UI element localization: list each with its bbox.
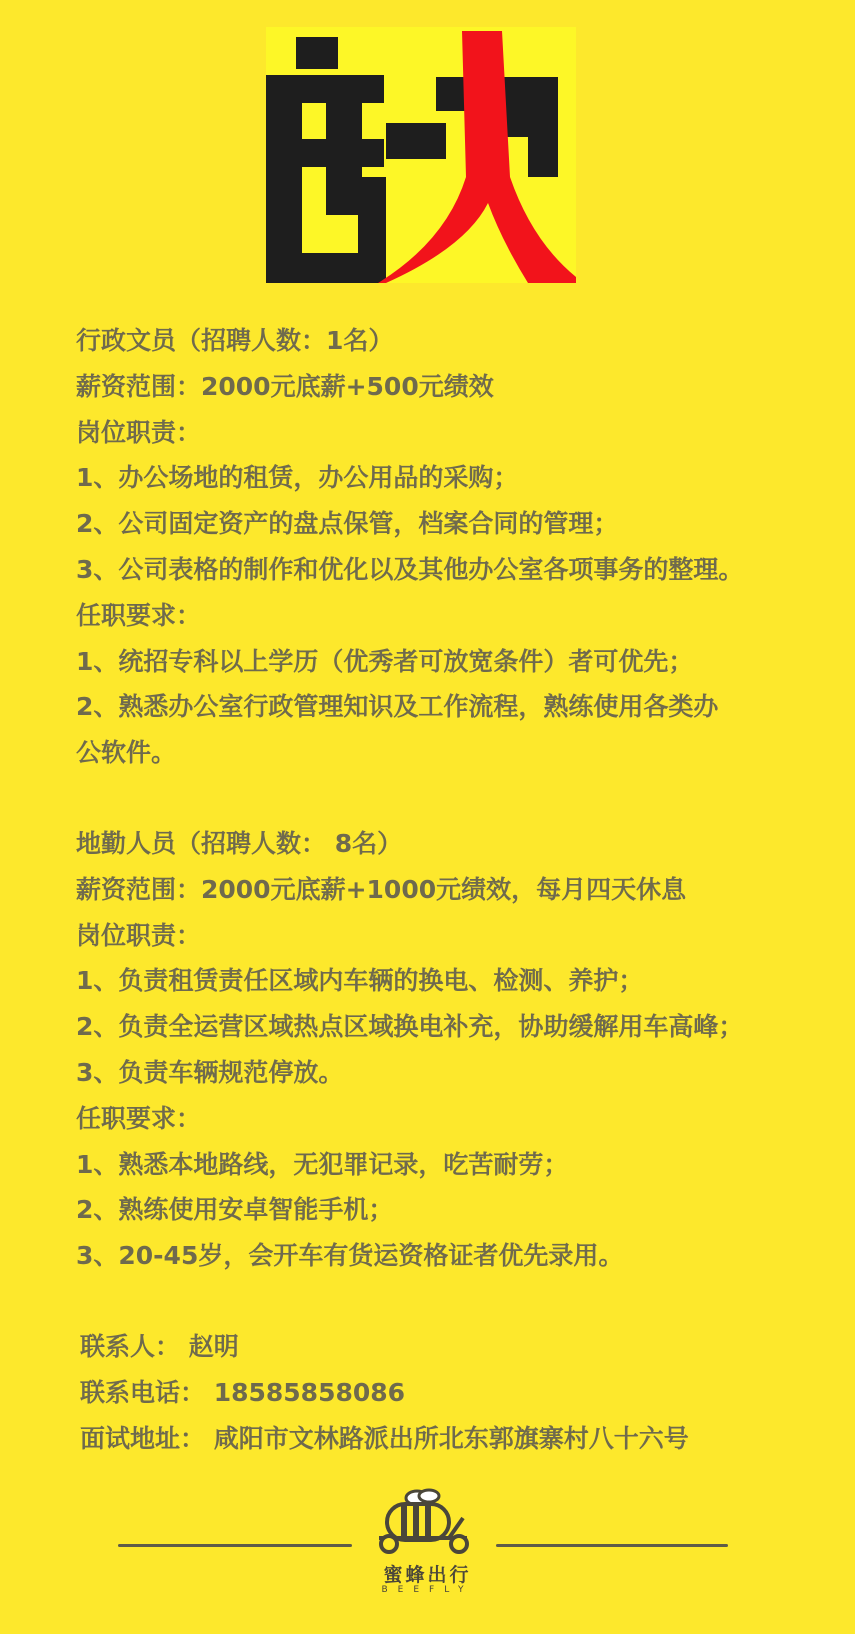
footer-brand — [0, 1480, 855, 1600]
clerk-duty-item: 3、公司表格的制作和优化以及其他办公室各项事务的整理。 — [76, 554, 744, 584]
ground-duties-heading: 岗位职责： — [76, 920, 202, 950]
contact-phone[interactable]: 联系电话： 18585858086 — [80, 1377, 406, 1407]
ground-title: 地勤人员（招聘人数： 8名） — [76, 828, 403, 858]
bee-scooter-icon — [371, 1488, 481, 1558]
section-ground-staff — [76, 821, 836, 1279]
ground-requirement-item: 3、20-45岁，会开车有货运资格证者优先录用。 — [76, 1241, 624, 1271]
clerk-duty-item: 1、办公场地的租赁，办公用品的采购； — [76, 463, 519, 493]
ground-requirement-item: 2、熟练使用安卓智能手机； — [76, 1195, 394, 1225]
contact-person: 联系人： 赵明 — [80, 1331, 239, 1361]
divider-left — [118, 1544, 352, 1547]
clerk-requirement-item: 公软件。 — [76, 738, 177, 768]
ground-duty-item: 2、负责全运营区域热点区域换电补充，协助缓解用车高峰； — [76, 1012, 744, 1042]
clerk-requirement-item: 2、熟悉办公室行政管理知识及工作流程，熟练使用各类办 — [76, 692, 719, 722]
clerk-duties-heading: 岗位职责： — [76, 417, 202, 447]
clerk-title: 行政文员（招聘人数：1名） — [76, 326, 394, 355]
brand-name-cn: 蜜蜂出行 — [383, 1564, 472, 1586]
hero-image — [266, 27, 576, 283]
divider-right — [496, 1544, 728, 1547]
ground-requirements-heading: 任职要求： — [76, 1103, 202, 1133]
ground-duty-item: 1、负责租赁责任区域内车辆的换电、检测、养护； — [76, 966, 644, 996]
contact-address: 面试地址： 咸阳市文林路派出所北东郭旗寨村八十六号 — [80, 1423, 689, 1453]
section-clerk — [76, 318, 836, 776]
que-glyph-graphic — [266, 27, 576, 283]
clerk-requirement-item: 1、统招专科以上学历（优秀者可放宽条件）者可优先； — [76, 646, 694, 676]
clerk-salary: 薪资范围：2000元底薪+500元绩效 — [76, 371, 494, 401]
contact-section — [76, 1324, 836, 1461]
ground-duty-item: 3、负责车辆规范停放。 — [76, 1057, 344, 1087]
ground-salary: 薪资范围：2000元底薪+1000元绩效，每月四天休息 — [76, 874, 687, 904]
ground-requirement-item: 1、熟悉本地路线，无犯罪记录，吃苦耐劳； — [76, 1149, 569, 1179]
job-posting — [76, 318, 836, 1461]
brand-name-en: BEEFLY — [381, 1585, 474, 1595]
clerk-duty-item: 2、公司固定资产的盘点保管，档案合同的管理； — [76, 509, 619, 539]
clerk-requirements-heading: 任职要求： — [76, 600, 202, 630]
